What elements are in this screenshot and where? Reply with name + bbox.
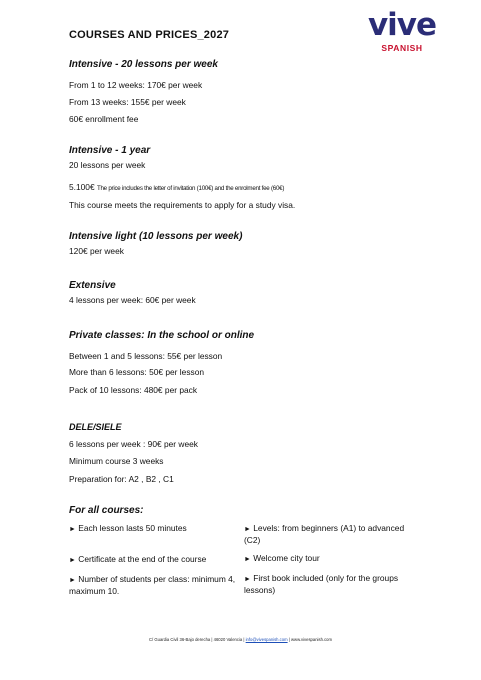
vive-spanish-logo <box>366 7 438 58</box>
heading-private-classes: Private classes: In the school or online <box>69 330 255 341</box>
dele-line-2: Minimum course 3 weeks <box>69 456 164 466</box>
arrow-right-icon: ► <box>244 576 251 583</box>
heading-extensive: Extensive <box>69 280 116 291</box>
arrow-right-icon: ► <box>69 526 76 533</box>
feature-text: Levels: from beginners (A1) to advanced (C2) <box>244 523 405 545</box>
feature-item <box>69 574 239 596</box>
private-line-2: More than 6 lessons: 50€ per lesson <box>69 367 205 377</box>
footer-email-link[interactable]: info@vivespanish.com <box>245 637 288 642</box>
private-line-1: Between 1 and 5 lessons: 55€ per lesson <box>69 351 223 361</box>
page-footer <box>0 637 481 642</box>
feature-item <box>69 554 239 566</box>
logo-wordmark: vive <box>367 7 437 43</box>
heading-dele-siele: DELE/SIELE <box>69 422 122 432</box>
private-line-3: Pack of 10 lessons: 480€ per pack <box>69 385 198 395</box>
feature-text: Welcome city tour <box>253 553 320 563</box>
intensive-year-line-1: 20 lessons per week <box>69 160 146 170</box>
feature-item <box>244 523 422 545</box>
intensive-line-3: 60€ enrollment fee <box>69 114 139 124</box>
feature-item <box>69 523 239 535</box>
arrow-right-icon: ► <box>69 557 76 564</box>
intensive-year-line-3: This course meets the requirements to apply for a study visa. <box>69 200 296 210</box>
heading-all-courses: For all courses: <box>69 505 144 516</box>
logo-subtitle: SPANISH <box>381 43 423 53</box>
footer-website-link[interactable]: www.vivespanish.com <box>291 637 332 642</box>
dele-line-3: Preparation for: A2 , B2 , C1 <box>69 474 174 484</box>
intensive-year-price-line <box>69 182 284 192</box>
intensive-year-note: The price includes the letter of invitation (100€) and the enrolment fee (60€) <box>96 185 285 192</box>
feature-text: Each lesson lasts 50 minutes <box>78 523 187 533</box>
heading-intensive-light: Intensive light (10 lessons per week) <box>69 231 243 242</box>
dele-line-1: 6 lessons per week : 90€ per week <box>69 439 198 449</box>
feature-text: Number of students per class: minimum 4, maximum 10. <box>69 574 236 596</box>
heading-intensive: Intensive - 20 lessons per week <box>69 59 218 70</box>
footer-address: C/ Guardia Civil 36-Bajo derecha | 46020 Valencia | <box>149 637 246 642</box>
arrow-right-icon: ► <box>244 556 251 563</box>
intensive-year-price: 5.100€ <box>69 182 95 192</box>
feature-item <box>244 553 422 565</box>
footer-separator: | <box>287 637 292 642</box>
feature-text: First book included (only for the groups lessons) <box>244 573 399 595</box>
intensive-line-2: From 13 weeks: 155€ per week <box>69 97 186 107</box>
feature-text: Certificate at the end of the course <box>78 554 207 564</box>
page-title: COURSES AND PRICES_2027 <box>69 29 230 41</box>
intensive-light-line-1: 120€ per week <box>69 246 124 256</box>
arrow-right-icon: ► <box>69 577 76 584</box>
heading-intensive-year: Intensive - 1 year <box>69 145 151 156</box>
arrow-right-icon: ► <box>244 526 251 533</box>
intensive-line-1: From 1 to 12 weeks: 170€ per week <box>69 80 203 90</box>
extensive-line-1: 4 lessons per week: 60€ per week <box>69 295 196 305</box>
feature-item <box>244 573 422 595</box>
